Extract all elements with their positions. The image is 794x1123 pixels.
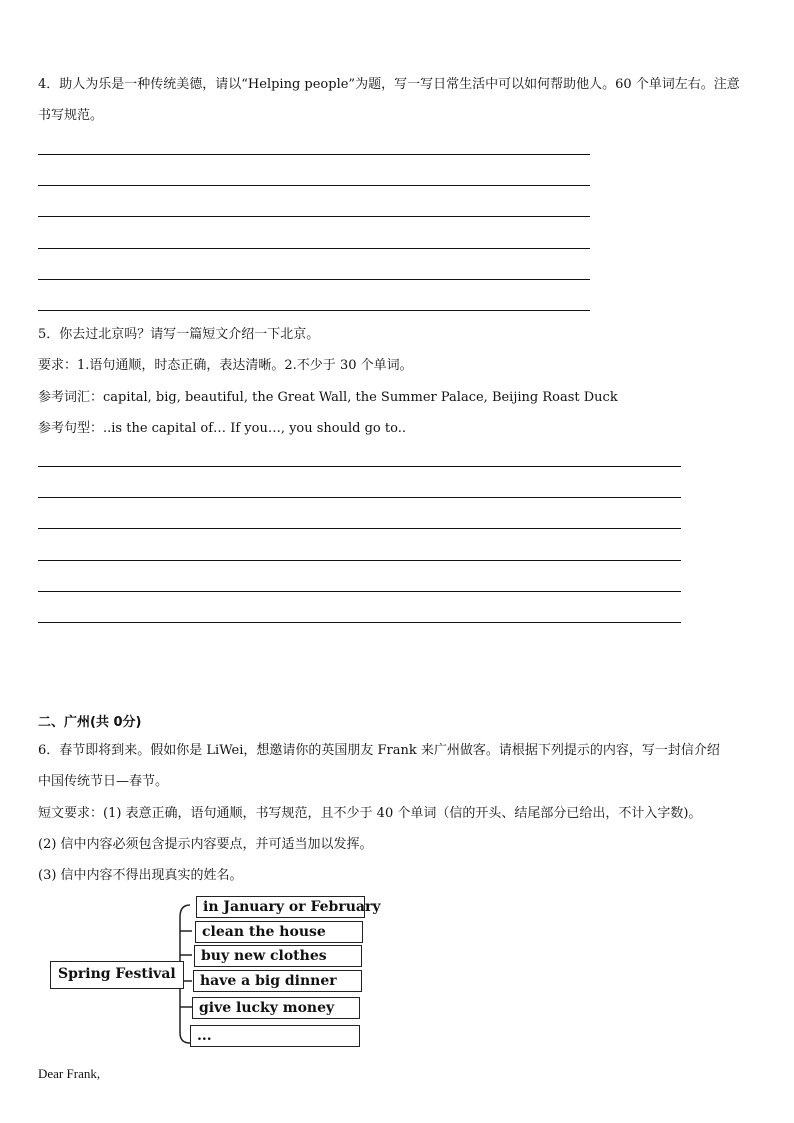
writing-line bbox=[38, 560, 681, 561]
mindmap-item: ... bbox=[190, 1025, 360, 1047]
writing-line bbox=[38, 248, 590, 249]
writing-line bbox=[38, 279, 590, 280]
writing-line bbox=[38, 528, 681, 529]
writing-line bbox=[38, 591, 681, 592]
mindmap-item: have a big dinner bbox=[193, 970, 362, 992]
mindmap-item: clean the house bbox=[195, 921, 363, 943]
question-6-line-1: 6．春节即将到来。假如你是 LiWei，想邀请你的英国朋友 Frank 来广州做客。请根据下列提示的内容，写一封信介绍 bbox=[38, 743, 720, 758]
spring-festival-mindmap bbox=[40, 893, 380, 1053]
mindmap-root: Spring Festival bbox=[50, 961, 184, 989]
section-title: 二、广州(共 0分) bbox=[38, 715, 142, 730]
writing-line bbox=[38, 466, 681, 467]
question-6-line-2: 中国传统节日—春节。 bbox=[38, 774, 169, 789]
mindmap-item: give lucky money bbox=[192, 997, 360, 1019]
writing-line bbox=[38, 622, 681, 623]
writing-line bbox=[38, 497, 681, 498]
writing-line bbox=[38, 185, 590, 186]
letter-greeting: Dear Frank, bbox=[38, 1066, 101, 1081]
question-6-requirement-2: (2) 信中内容必须包含提示内容要点，并可适当加以发挥。 bbox=[38, 837, 373, 852]
question-4-line-1: 4．助人为乐是一种传统美德，请以“Helping people”为题，写一写日常生活中可以如何帮助他人。60 个单词左右。注意 bbox=[38, 77, 740, 92]
mindmap-item: buy new clothes bbox=[194, 945, 362, 967]
writing-line bbox=[38, 216, 590, 217]
mindmap-item: in January or February bbox=[196, 896, 365, 918]
question-5-vocab: 参考词汇：capital, big, beautiful, the Great Wall, the Summer Palace, Beijing Roast Duck bbox=[38, 390, 618, 405]
question-5-sentence: 参考句型：..is the capital of… If you…, you should go to.. bbox=[38, 421, 406, 436]
question-6-requirement-1: 短文要求：(1) 表意正确，语句通顺，书写规范，且不少于 40 个单词（信的开头、结尾部分已给出，不计入字数)。 bbox=[38, 806, 702, 821]
question-5-requirement: 要求：1.语句通顺，时态正确，表达清晰。2.不少于 30 个单词。 bbox=[38, 358, 413, 373]
question-4-line-2: 书写规范。 bbox=[38, 108, 104, 123]
writing-line bbox=[38, 310, 590, 311]
question-5-title: 5．你去过北京吗？请写一篇短文介绍一下北京。 bbox=[38, 327, 320, 342]
writing-line bbox=[38, 154, 590, 155]
question-6-requirement-3: (3) 信中内容不得出现真实的姓名。 bbox=[38, 868, 243, 883]
